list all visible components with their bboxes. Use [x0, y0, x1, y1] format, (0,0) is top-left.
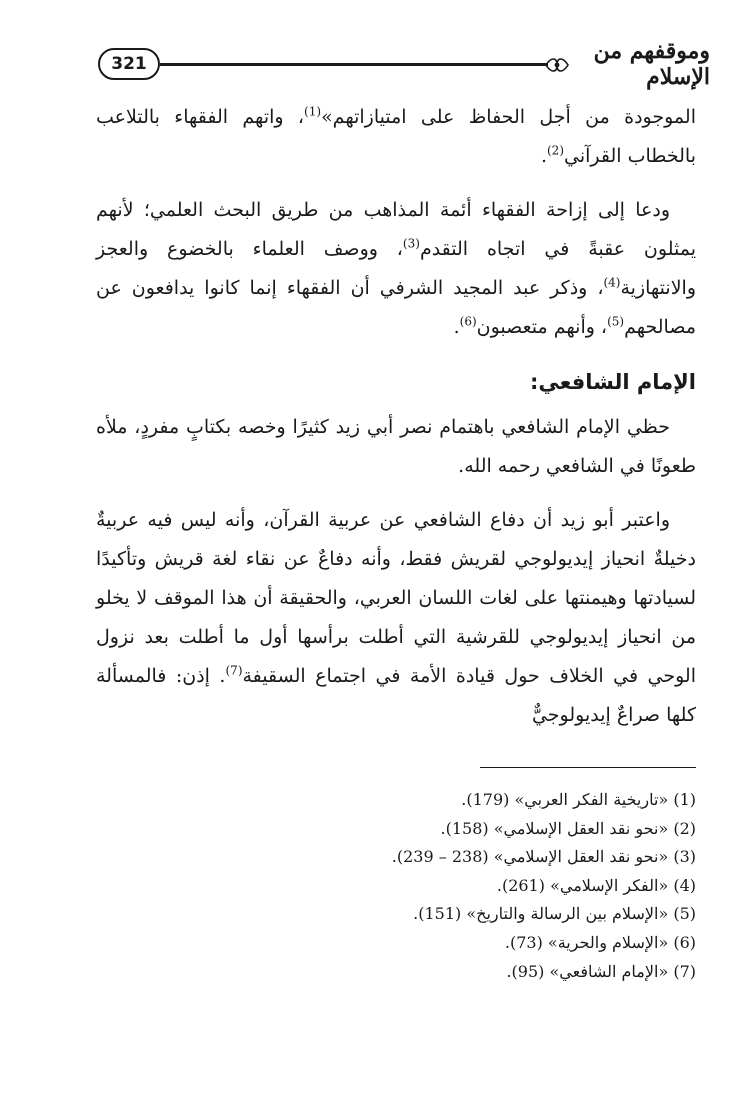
footnotes-list	[96, 786, 696, 986]
footnote-ref-2[interactable]: (2)	[546, 143, 564, 158]
paragraph-3: حظي الإمام الشافعي باهتمام نصر أبي زيد كثيرًا وخصه بكتابٍ مفردٍ، ملأه طعونًا في الشافعي رحمه الله.	[96, 416, 696, 477]
footnote-ref-1[interactable]: (1)	[304, 104, 322, 119]
text-run: .	[540, 145, 547, 167]
paragraph-1	[96, 98, 696, 176]
paragraph-4	[96, 501, 696, 735]
footnote-7: (7) «الإمام الشافعي» (95).	[506, 961, 696, 981]
chapter-title: وموقفهم من الإسلام	[593, 38, 710, 90]
section-heading: الإمام الشافعي:	[529, 370, 696, 394]
footnote-separator	[480, 767, 696, 768]
text-run: الموجودة من أجل الحفاظ على امتيازاتهم»	[321, 106, 696, 128]
footnote-ref-5[interactable]: (5)	[607, 314, 625, 329]
footnote-ref-6[interactable]: (6)	[459, 314, 477, 329]
paragraph-2	[96, 191, 696, 347]
text-run: ودعا إلى إزاحة الفقهاء أئمة المذاهب من طريق البحث العلمي؛ لأنهم يمثلون عقبةً في اتجاه التقدم	[96, 199, 696, 260]
footnote-4: (4) «الفكر الإسلامي» (261).	[496, 875, 696, 895]
main-text	[96, 98, 696, 750]
footnote-3: (3) «نحو نقد العقل الإسلامي» (238 – 239).	[391, 847, 696, 867]
header-rule	[160, 63, 548, 66]
text-run: ، ووصف العلماء بالخضوع والعجز والانتهازية	[96, 238, 696, 299]
footnote-ref-4[interactable]: (4)	[603, 275, 621, 290]
footnote-1: (1) «تاريخية الفكر العربي» (179).	[461, 790, 696, 809]
footnote-2: (2) «نحو نقد العقل الإسلامي» (158).	[440, 818, 696, 838]
footnote-ref-7[interactable]: (7)	[225, 663, 243, 678]
footnote-5: (5) «الإسلام بين الرسالة والتاريخ» (151).	[413, 904, 696, 924]
text-run: ، واتهم الفقهاء بالتلاعب بالخطاب القرآني	[96, 106, 696, 167]
footnote-ref-3[interactable]: (3)	[402, 236, 420, 251]
text-run: ، وذكر عبد المجيد الشرفي أن الفقهاء إنما كانوا يدافعون عن مصالحهم	[96, 277, 696, 338]
text-run: ، وأنهم متعصبون	[476, 316, 608, 338]
footnote-6: (6) «الإسلام والحرية» (73).	[504, 932, 696, 952]
page-number: 321	[98, 48, 160, 80]
text-run: واعتبر أبو زيد أن دفاع الشافعي عن عربية القرآن، وأنه ليس فيه عربيةٌ دخيلةٌ انحياز إيديولوجي لقريش فقط، وأنه دفاعٌ عن نقاء لغة قريش وتأكيدًا لسيادتها وهيمنتها على لغات اللسان العربي، والحقيقة أن هذا الموقف لا يخلو من انحياز إيديولوجي للقرشية التي أطلت برأسها أول ما أطلت بعد نزول الوحي في الخلاف حول قيادة الأمة في اجتماع السقيفة	[96, 509, 696, 687]
text-run: .	[453, 316, 460, 338]
text-run: . إذن: فالمسألة كلها صراعٌ إيديولوجيٌّ	[96, 665, 696, 726]
running-header	[98, 38, 710, 90]
